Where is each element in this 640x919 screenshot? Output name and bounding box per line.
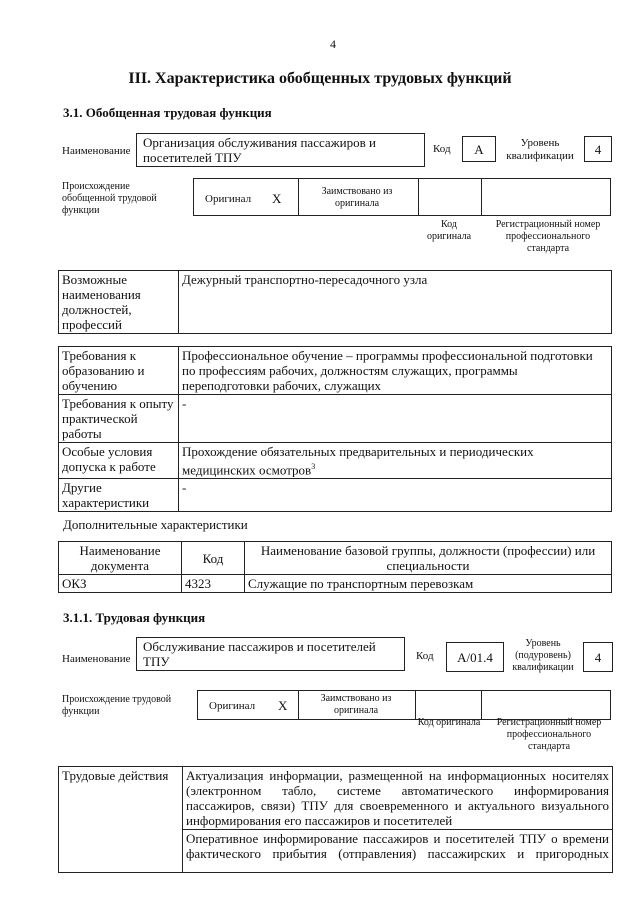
req-education-label: Требования к образованию и обучению xyxy=(59,347,179,395)
actions-item: Оперативное информирование пассажиров и посетителей ТПУ о времени фактического прибытия (отправления) пассажирских и пригородных xyxy=(183,830,613,873)
tf-name-label: Наименование xyxy=(62,653,131,665)
positions-table xyxy=(58,270,612,334)
req-conditions-cell xyxy=(179,443,612,479)
req-conditions-value: Прохождение обязательных предварительных и периодических медицинских осмотров xyxy=(182,444,534,478)
table-row xyxy=(59,575,612,593)
req-other-value: - xyxy=(179,479,612,512)
req-experience-label: Требования к опыту практической работы xyxy=(59,395,179,443)
gtf-heading: 3.1. Обобщенная трудовая функция xyxy=(63,105,272,120)
gtf-level-label: Уровень квалификации xyxy=(506,137,574,162)
req-experience-value: - xyxy=(179,395,612,443)
extra-title: Дополнительные характеристики xyxy=(63,517,248,532)
tf-code-label: Код xyxy=(416,650,434,662)
gtf-code-label: Код xyxy=(433,143,451,155)
req-conditions-label: Особые условия допуска к работе xyxy=(59,443,179,479)
gtf-origin-label: Происхождение обобщенной трудовой функции xyxy=(62,181,157,216)
gtf-original-mark: Х xyxy=(272,191,282,206)
extra-header-doc: Наименование документа xyxy=(59,542,182,575)
tf-original-mark: Х xyxy=(278,698,288,713)
tf-code-original-caption: Код оригинала xyxy=(417,717,481,728)
gtf-code-value: А xyxy=(462,136,496,162)
extra-row-code: 4323 xyxy=(182,575,245,593)
gtf-name-value: Организация обслуживания пассажиров и посетителей ТПУ xyxy=(136,133,425,167)
gtf-origin-box xyxy=(193,178,611,216)
tf-reg-number-caption: Регистрационный номер профессионального стандарта xyxy=(496,717,602,752)
tf-origin-label: Происхождение трудовой функции xyxy=(62,694,172,717)
tf-code-value: А/01.4 xyxy=(446,642,504,672)
gtf-original-label: Оригинал xyxy=(205,193,252,205)
extra-table xyxy=(58,541,612,593)
gtf-level-value: 4 xyxy=(584,136,612,162)
extra-header-code: Код xyxy=(182,542,245,575)
gtf-code-original-caption: Код оригинала xyxy=(426,219,472,242)
tf-original-label: Оригинал xyxy=(209,700,256,712)
tf-level-label: Уровень (подуровень) квалификации xyxy=(512,638,574,673)
actions-label: Трудовые действия xyxy=(59,767,183,873)
actions-item: Актуализация информации, размещенной на информационных носителях (электронном табло, системе автоматического информирования пассажиров, связи) ТПУ для своевременного и актуального визуального информирования его пассажиров и посетителей xyxy=(183,767,613,830)
gtf-reg-number-caption: Регистрационный номер профессионального стандарта xyxy=(495,219,601,254)
gtf-name-label: Наименование xyxy=(62,145,131,157)
req-education-value: Профессиональное обучение – программы профессиональной подготовки по профессиям рабочих, должностям служащих, программы переподготовки рабочих, служащих xyxy=(179,347,612,395)
gtf-borrowed-label: Заимствовано из оригинала xyxy=(321,186,393,209)
req-other-label: Другие характеристики xyxy=(59,479,179,512)
tf-level-value: 4 xyxy=(583,642,613,672)
extra-row-name: Служащие по транспортным перевозкам xyxy=(245,575,612,593)
tf-borrowed-label: Заимствовано из оригинала xyxy=(320,693,392,716)
positions-label: Возможные наименования должностей, профессий xyxy=(59,271,179,334)
footnote-ref: 3 xyxy=(311,462,316,471)
actions-table xyxy=(58,766,613,873)
section-title: III. Характеристика обобщенных трудовых функций xyxy=(128,70,512,87)
extra-row-doc: ОКЗ xyxy=(59,575,182,593)
tf-heading: 3.1.1. Трудовая функция xyxy=(63,610,206,625)
requirements-table xyxy=(58,346,612,512)
extra-header-name: Наименование базовой группы, должности (профессии) или специальности xyxy=(245,542,612,575)
page-number: 4 xyxy=(330,37,336,51)
tf-name-value: Обслуживание пассажиров и посетителей ТПУ xyxy=(136,637,405,671)
positions-value: Дежурный транспортно-пересадочного узла xyxy=(179,271,612,334)
tf-origin-box xyxy=(197,690,611,720)
